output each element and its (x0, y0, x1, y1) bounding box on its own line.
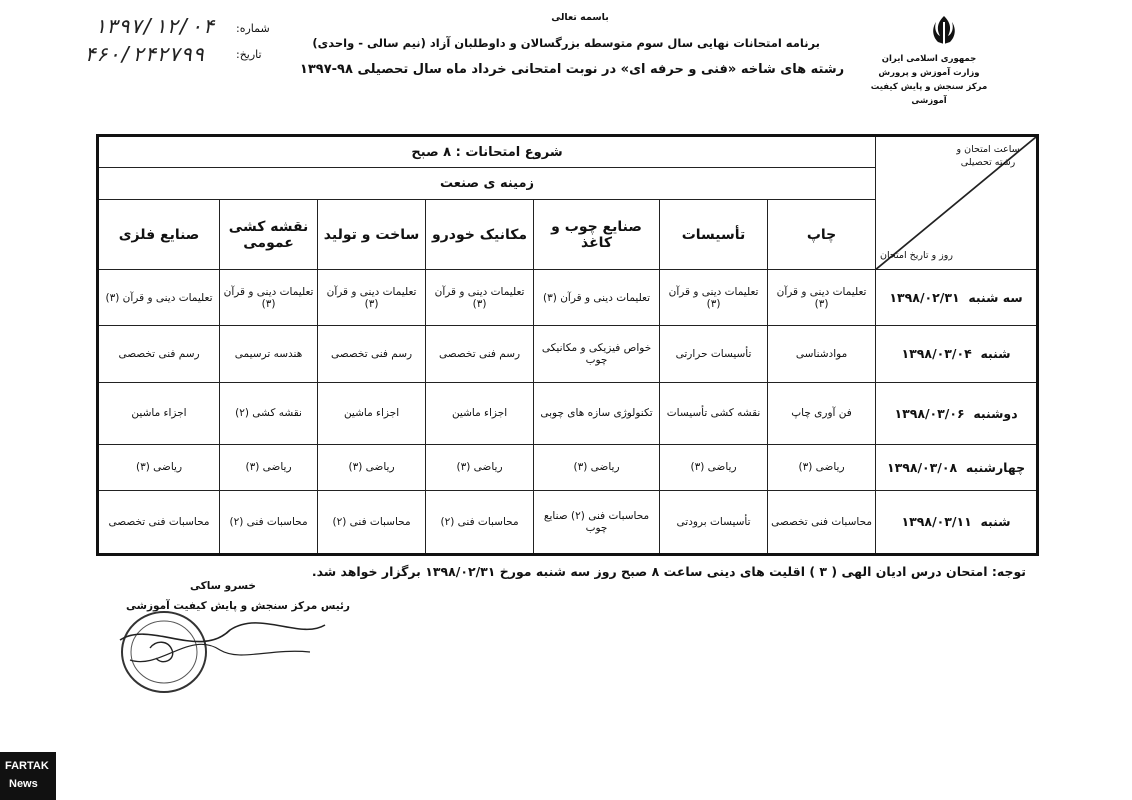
exam-cell: تکنولوژی سازه های چوبی (534, 382, 660, 444)
exam-cell: خواص فیزیکی و مکانیکی چوب (534, 326, 660, 382)
exam-cell: رسم فنی تخصصی (318, 326, 426, 382)
day-label: شنبه (980, 514, 1011, 530)
exam-cell: نقشه کشی تأسیسات (660, 382, 768, 444)
date-label: ۱۳۹۸/۰۳/۰۶ (894, 405, 965, 421)
exam-cell: تعلیمات دینی و قرآن (۳) (660, 270, 768, 326)
exam-cell: ریاضی (۳) (98, 444, 220, 490)
table-corner-header (876, 136, 1038, 270)
exam-cell: اجزاء ماشین (426, 382, 534, 444)
start-time-header: شروع امتحانات : ۸ صبح (98, 136, 876, 168)
field-header: زمینه ی صنعت (98, 168, 876, 200)
subject-header: ساخت و تولید (318, 200, 426, 270)
date-label: ۱۳۹۸/۰۲/۳۱ (889, 290, 960, 306)
exam-cell: ریاضی (۳) (660, 444, 768, 490)
date-label: ۱۳۹۸/۰۳/۰۸ (886, 459, 958, 475)
basmala: باسمه تعالی (551, 12, 609, 23)
date-label: ۱۳۹۸/۰۳/۱۱ (901, 514, 972, 530)
exam-cell: هندسه ترسیمی (220, 326, 318, 382)
official-stamp (110, 600, 340, 700)
date-cell (876, 444, 1038, 490)
exam-cell: تعلیمات دینی و قرآن (۳) (318, 270, 426, 326)
signer-role: رئیس مرکز سنجش و پایش کیفیت آموزشی (126, 600, 350, 612)
table-row (98, 490, 1038, 554)
exam-cell: تأسیسات برودتی (660, 490, 768, 554)
date-value: ۴۶۰/۲۴۲۷۹۹ (84, 42, 205, 66)
exam-cell: تأسیسات حرارتی (660, 326, 768, 382)
table-row (98, 326, 1038, 382)
org-line-2: وزارت آموزش و پرورش (878, 68, 980, 78)
org-line-3: مرکز سنجش و پایش کیفیت آموزشی (870, 82, 988, 106)
signer-name: خسرو ساکی (190, 580, 256, 592)
date-cell (876, 490, 1038, 554)
date-label: ۱۳۹۸/۰۳/۰۴ (901, 346, 972, 362)
date-cell (876, 270, 1038, 326)
title-line-2: رشته های شاخه «فنی و حرفه ای» در نوبت امتحانی خرداد ماه سال تحصیلی ۹۸-۱۳۹۷ (299, 62, 845, 77)
number-value: ۱۳۹۷/۱۲/۰۴ (94, 14, 215, 38)
exam-cell: اجزاء ماشین (98, 382, 220, 444)
exam-cell: ریاضی (۳) (768, 444, 876, 490)
subject-header: تأسیسات (660, 200, 768, 270)
corner-top-label: ساعت امتحان و رشته تحصیلی (956, 144, 1020, 168)
day-label: شنبه (980, 346, 1011, 362)
org-block (864, 52, 994, 108)
footnote: توجه: امتحان درس ادیان الهی ( ۳ ) اقلیت های دینی ساعت ۸ صبح روز سه شنبه مورخ ۱۳۹۸/۰۲/۳۱ برگزار خواهد شد. (311, 564, 1026, 579)
day-label: چهارشنبه (965, 459, 1026, 475)
exam-cell: تعلیمات دینی و قرآن (۳) (426, 270, 534, 326)
exam-cell: فن آوری چاپ (768, 382, 876, 444)
day-label: دوشنبه (973, 405, 1018, 421)
day-label: سه شنبه (968, 290, 1023, 306)
exam-cell: محاسبات فنی تخصصی (768, 490, 876, 554)
fartak-news-logo (0, 752, 56, 800)
exam-cell: محاسبات فنی (۲) (426, 490, 534, 554)
exam-schedule-table (96, 134, 1039, 556)
exam-cell: ریاضی (۳) (318, 444, 426, 490)
org-line-1: جمهوری اسلامی ایران (881, 54, 977, 64)
exam-cell: محاسبات فنی تخصصی (98, 490, 220, 554)
subject-header: صنایع چوب و کاغذ (534, 200, 660, 270)
date-cell (876, 326, 1038, 382)
exam-cell: تعلیمات دینی و قرآن (۳) (768, 270, 876, 326)
table-row (98, 270, 1038, 326)
exam-cell: محاسبات فنی (۲) (318, 490, 426, 554)
exam-cell: تعلیمات دینی و قرآن (۳) (534, 270, 660, 326)
subject-header: چاپ (768, 200, 876, 270)
exam-cell: رسم فنی تخصصی (426, 326, 534, 382)
exam-cell: اجزاء ماشین (318, 382, 426, 444)
exam-cell: نقشه کشی (۲) (220, 382, 318, 444)
exam-cell: ریاضی (۳) (534, 444, 660, 490)
emblem-icon (926, 12, 962, 48)
date-label: تاریخ: (236, 48, 262, 61)
table-row (98, 382, 1038, 444)
exam-cell: تعلیمات دینی و قرآن (۳) (220, 270, 318, 326)
exam-cell: ریاضی (۳) (220, 444, 318, 490)
number-label: شماره: (236, 22, 270, 35)
exam-cell: ریاضی (۳) (426, 444, 534, 490)
logo-line-1: FARTAK (5, 760, 49, 772)
exam-cell: محاسبات فنی (۲) صنایع چوب (534, 490, 660, 554)
logo-line-2: News (9, 778, 38, 790)
date-cell (876, 382, 1038, 444)
exam-cell: موادشناسی (768, 326, 876, 382)
corner-bottom-label: روز و تاریخ امتحان (880, 250, 953, 262)
subject-header: مکانیک خودرو (426, 200, 534, 270)
title-line-1: برنامه امتحانات نهایی سال سوم متوسطه بزرگسالان و داوطلبان آزاد (نیم سالی - واحدی) (312, 36, 820, 50)
table-row (98, 444, 1038, 490)
subject-header: صنایع فلزی (98, 200, 220, 270)
exam-cell: رسم فنی تخصصی (98, 326, 220, 382)
exam-cell: محاسبات فنی (۲) (220, 490, 318, 554)
exam-cell: تعلیمات دینی و قرآن (۳) (98, 270, 220, 326)
subject-header: نقشه کشی عمومی (220, 200, 318, 270)
